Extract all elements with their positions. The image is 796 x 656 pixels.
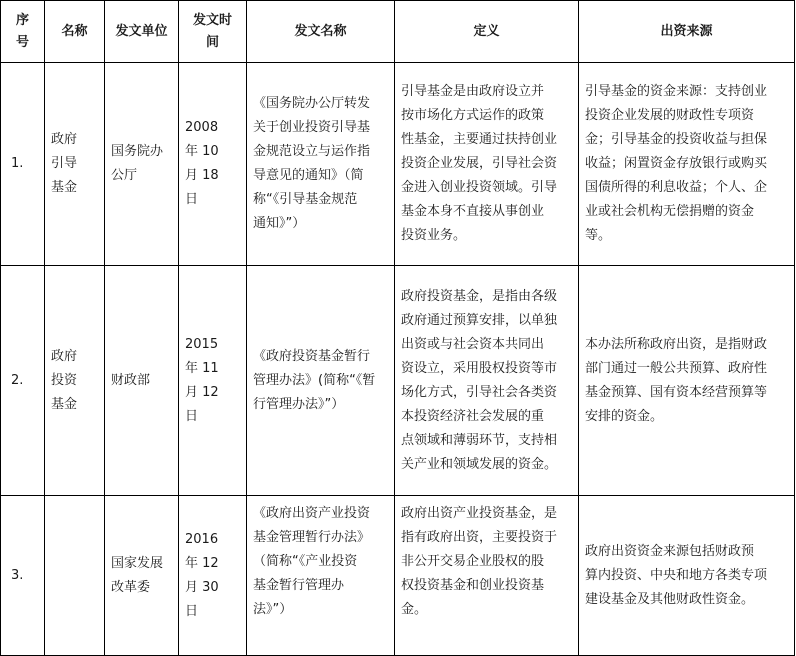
issue-date: 2008 年 10 月 18 日 [179,63,247,266]
table-row [1,63,795,266]
header-row [1,1,795,63]
definition: 政府出资产业投资基金，是 指有政府出资，主要投资于 非公开交易企业股权的股 权投资基金和创业投资基 金。 [395,496,579,656]
issue-date: 2015 年 11 月 12 日 [179,266,247,496]
table-row [1,496,795,656]
definition: 政府投资基金，是指由各级 政府通过预算安排，以单独 出资或与社会资本共同出 资设立，采用股权投资等市 场化方式，引导社会各类资 本投资经济社会发展的重 点领域和薄弱环节，支持相 关产业和领域发展的资金。 [395,266,579,496]
funding-source: 政府出资资金来源包括财政预 算内投资、中央和地方各类专项 建设基金及其他财政性资金。 [579,496,795,656]
issue-date: 2016 年 12 月 30 日 [179,496,247,656]
row-number: 3. [1,496,45,656]
funding-source: 引导基金的资金来源：支持创业 投资企业发展的财政性专项资 金；引导基金的投资收益与担保 收益；闲置资金存放银行或购买 国债所得的利息收益；个人、企 业或社会机构无偿捐赠的资金 等。 [579,63,795,266]
header-doc: 发文名称 [247,1,395,63]
fund-name [45,496,105,656]
header-date: 发文时 间 [179,1,247,63]
header-name: 名称 [45,1,105,63]
document-title: 《国务院办公厅转发 关于创业投资引导基 金规范设立与运作指 导意见的通知》（简 称“《引导基金规范 通知》”） [247,63,395,266]
header-seq: 序 号 [1,1,45,63]
document-title: 《政府出资产业投资 基金管理暂行办法》 （简称“《产业投资 基金暂行管理办 法》”） [247,496,395,656]
definition: 引导基金是由政府设立并 按市场化方式运作的政策 性基金，主要通过扶持创业 投资企业发展，引导社会资 金进入创业投资领域。引导 基金本身不直接从事创业 投资业务。 [395,63,579,266]
header-issuer: 发文单位 [105,1,179,63]
row-number: 2. [1,266,45,496]
issuer: 财政部 [105,266,179,496]
document-title: 《政府投资基金暂行 管理办法》(简称“《暂 行管理办法》”） [247,266,395,496]
row-number: 1. [1,63,45,266]
fund-name: 政府 投资 基金 [45,266,105,496]
funding-source: 本办法所称政府出资，是指财政 部门通过一般公共预算、政府性 基金预算、国有资本经营预算等 安排的资金。 [579,266,795,496]
table-row [1,266,795,496]
header-definition: 定义 [395,1,579,63]
issuer: 国务院办 公厅 [105,63,179,266]
header-source: 出资来源 [579,1,795,63]
issuer: 国家发展 改革委 [105,496,179,656]
fund-name: 政府 引导 基金 [45,63,105,266]
